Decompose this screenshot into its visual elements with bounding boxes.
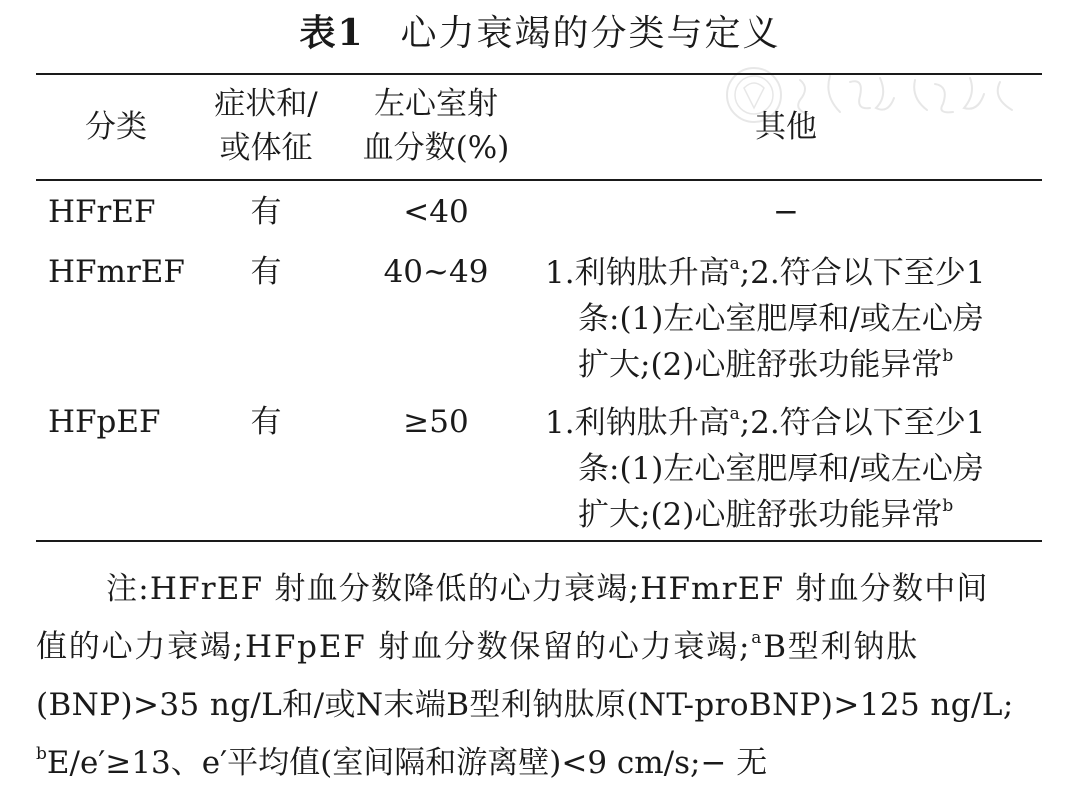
footnote-marker-a: a [729, 254, 740, 274]
footnote-marker-b: b [942, 496, 954, 516]
row-hfmref-other [545, 250, 1035, 388]
row-hfpef-other-line1-b: ;2.符合以下至少1 [739, 405, 986, 441]
note-line2-b: B型利钠肽 [763, 629, 919, 665]
row-hfref-category: HFrEF [48, 194, 156, 230]
row-hfpef-other-line2: 条:(1)左心室肥厚和/或左心房 [578, 451, 984, 487]
header-symptoms-line1: 症状和/ [214, 86, 318, 122]
note-line4-b: E/e′≥13、e′平均值(室间隔和游离壁)<9 cm/s;− 无 [46, 745, 768, 781]
row-hfmref-category: HFmrEF [48, 254, 185, 290]
table-note [36, 560, 1046, 792]
table-top-rule [36, 73, 1042, 75]
row-hfpef-symptoms: 有 [250, 404, 282, 440]
note-line1: 注:HFrEF 射血分数降低的心力衰竭;HFmrEF 射血分数中间 [106, 571, 989, 607]
row-hfpef-other-line3 [545, 492, 1035, 538]
row-hfmref-other-line1-b: ;2.符合以下至少1 [739, 255, 986, 291]
row-hfpef-other-line1 [545, 400, 1035, 446]
header-symptoms [196, 82, 336, 170]
row-hfmref-other-line1 [545, 250, 1035, 296]
footnote-marker-b: b [942, 346, 954, 366]
row-hfref-symptoms: 有 [250, 194, 282, 230]
footnote-marker-a: a [729, 404, 740, 424]
row-hfmref-lvef: 40~49 [383, 254, 489, 290]
note-line3: (BNP)>35 ng/L和/或N末端B型利钠肽原(NT-proBNP)>125 ng/L; [36, 687, 1014, 723]
row-hfmref-other-line1-a: 1.利钠肽升高 [545, 255, 730, 291]
row-hfpef-other-line3-a: 扩大;(2)心脏舒张功能异常 [578, 497, 943, 533]
row-hfmref-other-line3-a: 扩大;(2)心脏舒张功能异常 [578, 347, 943, 383]
table-number: 表1 [299, 12, 365, 54]
row-hfmref-other-line3 [545, 342, 1035, 388]
header-lvef [336, 82, 536, 170]
row-hfmref-other-line2: 条:(1)左心室肥厚和/或左心房 [578, 301, 984, 337]
table-bottom-rule [36, 540, 1042, 542]
footnote-marker-a: a [751, 628, 764, 648]
row-hfref-lvef: <40 [403, 194, 469, 230]
row-hfref-other: − [773, 194, 799, 230]
note-line4 [36, 734, 1046, 792]
header-category: 分类 [85, 109, 147, 145]
row-hfpef-other [545, 400, 1035, 538]
header-symptoms-line2: 或体征 [219, 130, 313, 166]
row-hfpef-lvef: ≥50 [403, 404, 469, 440]
row-hfmref-symptoms: 有 [250, 254, 282, 290]
row-hfpef-other-line1-a: 1.利钠肽升高 [545, 405, 730, 441]
note-line2 [36, 618, 1046, 676]
row-hfpef-category: HFpEF [48, 404, 161, 440]
table-header-rule [36, 179, 1042, 181]
header-lvef-line2: 血分数(%) [362, 130, 510, 166]
table-caption: 心力衰竭的分类与定义 [400, 13, 781, 54]
note-line2-a: 值的心力衰竭;HFpEF 射血分数保留的心力衰竭; [36, 629, 752, 665]
header-lvef-line1: 左心室射 [374, 86, 498, 122]
footnote-marker-b: b [36, 744, 47, 764]
table-title [0, 8, 1080, 59]
header-other: 其他 [755, 109, 817, 145]
